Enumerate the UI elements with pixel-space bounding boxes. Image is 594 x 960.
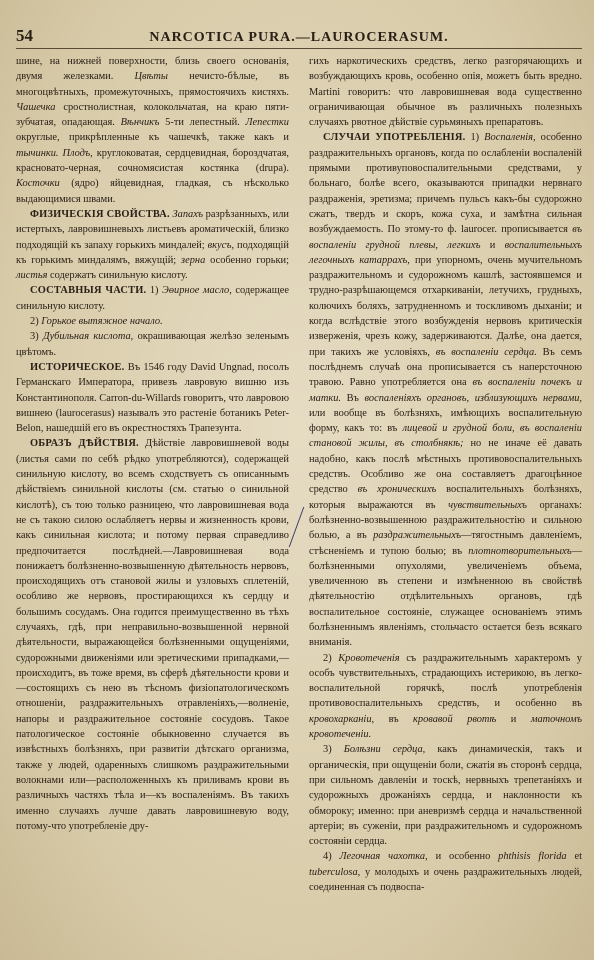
continuation-paragraph <box>309 54 582 130</box>
history-paragraph <box>16 360 289 436</box>
term: листья <box>16 270 48 282</box>
term: воспалительныхъ легочныхъ катаррахъ, <box>309 239 582 266</box>
running-title: NARCOTICA PURA.—LAUROCERASUM. <box>149 30 449 45</box>
text: —болѣзненными опухолями, увеличеніемъ объема, увеличенною въ степени и измѣненною въ свойствѣ дѣятельностію отдѣлительныхъ органовъ, гдѣ воспалительное состояніе, служащее основаніемъ этимъ болѣзненнымъ явленіямъ, стольчасто остается безъ всякаго вниманія. <box>309 545 582 649</box>
text: Въ семъ послѣднемъ случаѣ она прописывается съ наперсточною травою. Равно употребляется она <box>309 346 582 389</box>
text: гихъ наркотическихъ средствъ, легко разгорячающихъ и возбуждающихъ кровь, особенно опія, можетъ быть вредно. Martini говоритъ: что лавровишневая вода существенно ограничивающая обычное въ различныхъ полезныхъ случаяхъ рвотное дѣйствіе сурьмяныхъ препаратовъ. <box>309 56 582 129</box>
text: содержатъ синильную кислоту. <box>50 270 188 282</box>
list-number: 4) <box>323 851 332 863</box>
term: Эѳирное масло, <box>162 285 232 297</box>
term: Кровотеченія <box>338 652 400 664</box>
composition-paragraph <box>16 283 289 314</box>
text: разрѣзанныхъ, или истертыхъ, лавровишневыхъ листьевъ ароматическій, близко подходящій къ запаху горькихъ миндалей; <box>16 208 289 251</box>
text: или вообще въ болѣзняхъ, имѣющихъ воспалительную форму, какъ то: въ <box>309 407 582 435</box>
term: Косточки <box>16 178 60 190</box>
text: какъ динамическія, такъ и органическія, при ощущеніи боли, сжатія въ сторонѣ сердца, при сильномъ давленіи и тоскѣ, нервныхъ трепетаніяхъ и судорожныхъ дрожаніяхъ сердца, и наклонности къ обмороку; именно: при аневризмѣ сердца и начальственной артеріи; въ суженіи, при раздражительномъ и судорожномъ состояніи сердца. <box>309 744 582 848</box>
term: Цвѣты <box>134 71 168 83</box>
term: въ воспаленіи почекъ и матки. <box>309 377 582 404</box>
list-number: 3) <box>30 331 39 343</box>
section-heading: ФИЗИЧЕСКІЯ СВОЙСТВА. <box>30 208 170 220</box>
text: особенно раздражительныхъ органовъ, когда по ослабленіи воспаленій прямыми противуповоспалительными средствами, у больнаго, болѣе всего, оказываются припадки нервнаго раздраженія, эретизма; причемъ пульсъ какъ-бы судорожно сжатъ, твердъ и скоръ, кожа суха, и замѣтна сильная возбуждаемость. По этому-то ф. laurocer. прописывается <box>309 132 582 236</box>
text: 5-ти лепестный. <box>165 117 240 129</box>
term: phthisis florida <box>498 851 567 863</box>
term: зерна <box>181 254 206 266</box>
text: особенно горьки; <box>210 254 289 266</box>
text: сростнолистная, колокольчатая, на краю пяти-зубчатая, опадающая. <box>16 101 289 129</box>
list-number: 3) <box>323 744 332 756</box>
term: кровохарканіи, <box>309 713 375 725</box>
text: Въ <box>346 392 359 404</box>
list-number: 1) <box>470 132 480 144</box>
physical-properties-paragraph <box>16 207 289 283</box>
right-column <box>309 54 582 895</box>
text: при упорномъ, очень мучительномъ раздражительномъ и судорожномъ кашлѣ, застоявшемся и трудно-разрѣшающемся отхаркиваніи, летучихъ, грудныхъ, колючихъ боляхъ, затрудненномъ и тоскливомъ дыханіи; и когда вслѣдствіе этого возбужденія нервовъ критическія изверженія, чрезъ кожу, задерживаются. Далѣе, она дается, при такихъ же условіяхъ, <box>309 254 582 358</box>
term: въ воспаленіи сердца. <box>435 346 537 358</box>
term: маточномъ кровотеченіи. <box>309 713 583 741</box>
list-number: 2) <box>323 652 332 664</box>
text: и <box>510 713 517 725</box>
text: и <box>489 239 496 251</box>
term: Дубильная кислота, <box>42 331 134 343</box>
text: et <box>574 851 582 863</box>
section-heading: ИСТОРИЧЕСКОЕ. <box>30 361 125 373</box>
text: но не иначе её давать надобно, какъ послѣ мѣстныхъ противовоспалительныхъ средствъ. Особливо же она составляетъ драгоцѣнное средство <box>309 438 582 496</box>
term: Чашечка <box>16 101 56 113</box>
term: раздражительныхъ <box>373 530 461 542</box>
page-number: 54 <box>16 26 33 45</box>
running-head <box>16 26 582 49</box>
use-case-3 <box>309 742 582 849</box>
term: воспаленіяхъ органовъ, изблизующихъ нервами, <box>364 392 582 404</box>
text: (ядро) яйцевидная, гладкая, съ нѣсколько выдающимися швами. <box>16 178 289 205</box>
botany-paragraph <box>16 54 289 207</box>
use-case-4 <box>309 849 582 895</box>
term: кровавой рвотѣ <box>413 713 497 725</box>
text: Дѣйствіе лавровишневой воды (листья сами по себѣ рѣдко употребляются), содержащей синильную кислоту, во всемъ сходствуетъ съ описаннымъ дѣйствіемъ синильной кислоты (см. статью о синильной кислотѣ), съ тою только разницею, что лавровишневая вода не съ такою силою ослабляетъ нервы и жизненность крови, какъ синильная кислота; и потому первая справедливо предпочитается послѣдней.—Лавровишневая вода понижаетъ болѣзненно-возвышенную дѣятельность нервовъ, происходящихъ отъ становой жилы и узловыхъ сплетеній, особливо же нервовъ, простирающихся къ сердцу и большимъ сосудамъ. Она годится преимущественно въ тѣхъ случаяхъ, гдѣ, при неправильно-возвышенной нервной дѣятельности, выражающейся болѣзненными ощущеніями, судорожными движеніями или эретическими припадками,—происходитъ, въ тоже время, въ сферѣ дѣятельности крови и—состоящихъ съ нею въ тѣсномъ физіопатологическомъ отношеніи, раздражительныхъ отравленіяхъ,—волненіе, напоры и раздражительное состояніе сосудовъ. Такое патологическое состояніе обыкновенно случается въ извѣстныхъ болѣзняхъ, при развитіи дѣтскаго организма, также у людей, одаренныхъ слишкомъ раздражительными волокнами или—расположенныхъ къ приливамъ крови въ различныхъ частяхъ тѣла и—къ воспаленіямъ. Въ такихъ именно случаяхъ лучше давать лавровишневую воду, потому-что употребленіе дру- <box>16 438 289 832</box>
text: округлые, прикрѣпленные къ чашечкѣ, также какъ и <box>16 132 289 144</box>
text: въ <box>388 713 399 725</box>
text: содержащее синильную кислоту. <box>16 285 289 312</box>
term: тычинки. <box>16 147 59 159</box>
text: , подходящій къ горькимъ миндалямъ, вяжущій; <box>16 239 289 266</box>
text: и особенно <box>435 851 491 863</box>
term: вкусъ <box>207 239 232 251</box>
action-paragraph <box>16 436 289 834</box>
list-number: 1) <box>149 285 159 297</box>
term: Горькое вытяжное начало. <box>41 316 163 328</box>
text: нечисто-бѣлые, въ многоцвѣтныхъ, промежуточныхъ, прямостоячихъ кистяхъ. <box>16 71 289 98</box>
list-number: 2) <box>30 316 39 328</box>
term: Воспаленія, <box>484 132 536 144</box>
section-heading: СОСТАВНЫЯ ЧАСТИ. <box>30 285 147 297</box>
text: шине, на нижней поверхности, близь своего основанія, двумя железками. <box>16 56 289 83</box>
term: Легочная чахотка, <box>339 851 428 863</box>
use-case-1 <box>309 130 582 650</box>
term: Болѣзни сердца, <box>343 744 426 756</box>
composition-item-2 <box>16 314 289 329</box>
text: органахъ: болѣзненно-возвышенною раздражительностію и сильною болью, а въ <box>309 499 582 542</box>
term: Лепестки <box>245 117 289 129</box>
text: круглоковатая, сердцевидная, бороздчатая, красновато-черная, сочномясистая костянка (drupa). <box>16 147 289 175</box>
use-case-2 <box>309 651 582 743</box>
composition-item-3 <box>16 329 289 360</box>
term: Вѣнчикъ <box>120 117 160 129</box>
text: съ раздражительнымъ характеромъ у особъ чувствительныхъ, страдающихъ истерикою, въ легко-воспалительной горячкѣ, послѣ употребленія противовоспалительныхъ средствъ, и особенно въ <box>309 652 583 710</box>
term: въ воспаленіи грудной плевы, легкихъ <box>309 224 582 251</box>
term: въ хроническихъ <box>357 484 437 496</box>
term: лицевой и грудной боли, въ воспаленіи становой жилы, въ столбнякѣ; <box>309 423 582 450</box>
left-column <box>16 54 289 895</box>
term: плотнотворительныхъ <box>468 545 572 557</box>
text: окрашивающая желѣзо зеленымъ цвѣтомъ. <box>16 331 289 358</box>
section-heading: ОБРАЗЪ ДѢЙСТВІЯ. <box>30 438 139 450</box>
text: у молодыхъ и очень раздражительныхъ людей, соединенная съ подвоспа- <box>309 866 582 894</box>
text: воспалительныхъ болѣзняхъ, которыя выражаются въ <box>309 484 583 511</box>
text: Въ 1546 году David Ungnad, посолъ Германскаго Императора, привезъ лавровую вишню изъ Константинополя. Carron-du-Willards говоритъ, что лавровою вишнею (laurocerasus) называлъ это растеніе ботаникъ Peter-Belon, нашедшій его въ окрестностяхъ Трапезунта. <box>16 361 289 435</box>
term: Запахъ <box>172 208 203 220</box>
term: Плодъ, <box>62 147 93 159</box>
section-heading: СЛУЧАИ УПОТРЕБЛЕНІЯ. <box>323 132 466 144</box>
term: tuberculosa, <box>309 866 361 878</box>
text-columns <box>16 54 582 895</box>
term: чувствительныхъ <box>448 499 527 511</box>
text: —тягостнымъ давленіемъ, стѣсненіемъ и тупою болью; въ <box>309 530 582 557</box>
